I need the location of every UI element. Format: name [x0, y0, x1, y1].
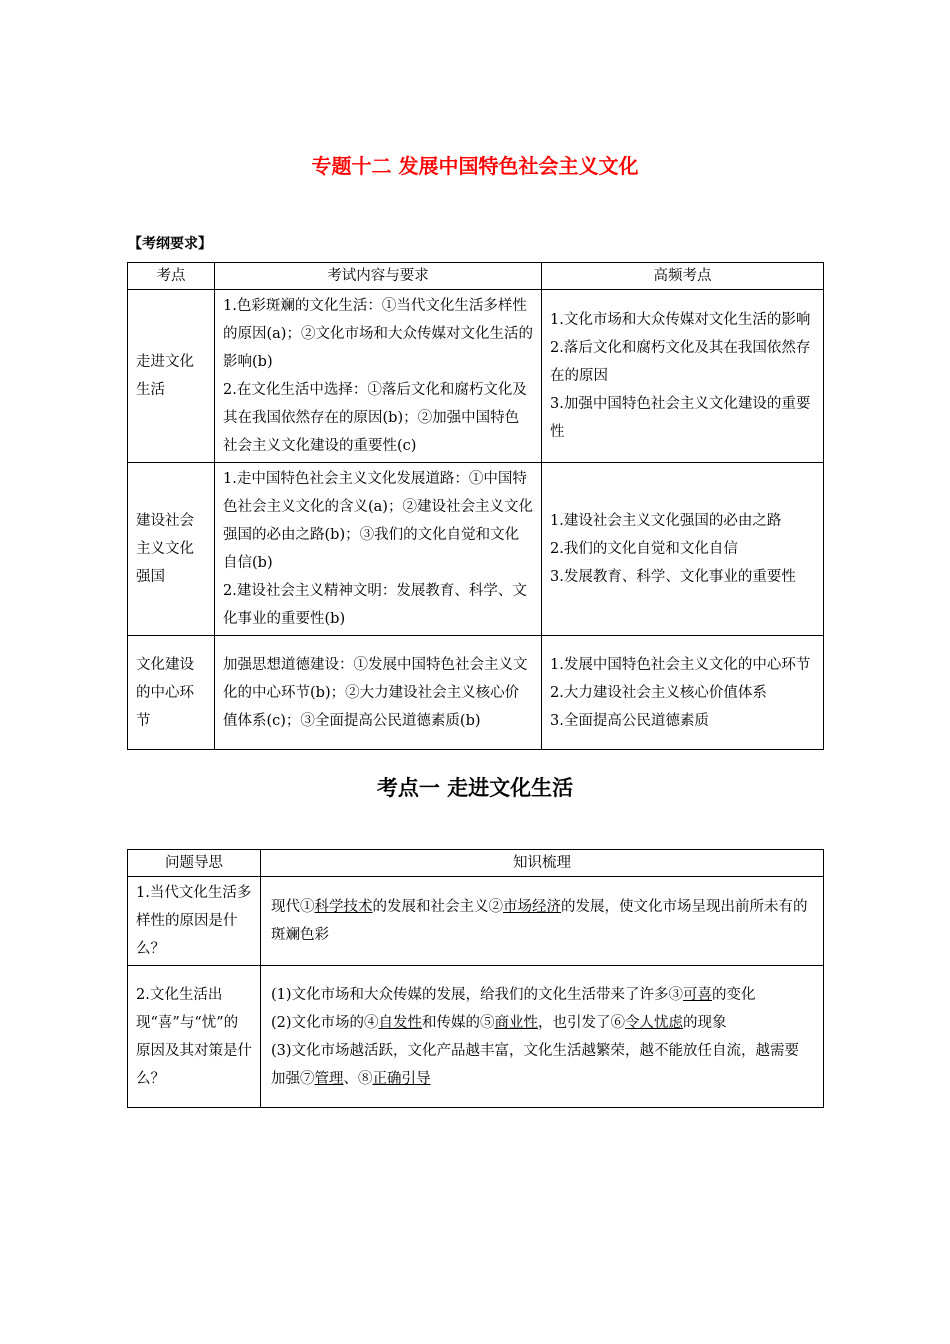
- table-header-row: [128, 263, 824, 290]
- row-high-frequency: [542, 636, 824, 750]
- blank-answer: 市场经济: [503, 899, 561, 915]
- content-item: 2.建设社会主义精神文明：发展教育、科学、文化事业的重要性(b): [223, 583, 527, 627]
- answer-text: (3)文化市场越活跃，文化产品越丰富，文化生活越繁荣，越不能放任自流，越需要加强⑦: [271, 1042, 800, 1087]
- answer-cell: [261, 966, 824, 1108]
- answer-text: 的现象: [683, 1014, 727, 1031]
- row-content: [215, 636, 542, 750]
- blank-answer: 自发性: [378, 1014, 423, 1031]
- answer-text: ，也引发了⑥: [538, 1014, 626, 1031]
- question-cell: 2.文化生活出现“喜”与“忧”的原因及其对策是什么？: [128, 966, 261, 1108]
- blank-answer: 商业性: [494, 1014, 539, 1031]
- row-content: [215, 290, 542, 463]
- blank-answer: 科学技术: [314, 899, 373, 915]
- answer-paragraph: [271, 1009, 813, 1037]
- answer-text: 的发展，使文化市场呈现出前所未有的斑斓色彩: [271, 899, 808, 943]
- table-row: [128, 877, 824, 966]
- high-frequency-item: 2.落后文化和腐朽文化及其在我国依然存在的原因: [550, 340, 811, 384]
- row-point: 建设社会主义文化强国: [128, 463, 215, 636]
- header-knowledge: 知识梳理: [261, 850, 824, 877]
- blank-answer: 令人忧虑: [625, 1014, 684, 1031]
- answer-text: 现代①: [271, 899, 315, 915]
- blank-answer: 可喜: [683, 986, 713, 1003]
- document-title: 专题十二 发展中国特色社会主义文化: [311, 154, 639, 178]
- high-frequency-item: 1.发展中国特色社会主义文化的中心环节: [550, 656, 811, 673]
- answer-text: 的发展和社会主义②: [372, 899, 503, 915]
- table-row: [128, 290, 824, 463]
- header-point: 考点: [128, 263, 215, 290]
- content-item: 2.在文化生活中选择：①落后文化和腐朽文化及其在我国依然存在的原因(b)；②加强中国特色社会主义文化建设的重要性(c): [223, 382, 527, 454]
- syllabus-table: [127, 262, 824, 750]
- table-header-row: [128, 850, 824, 877]
- answer-text: 的变化: [712, 986, 756, 1003]
- answer-text: (1)文化市场和大众传媒的发展，给我们的文化生活带来了许多③: [271, 986, 684, 1003]
- answer-paragraph: [271, 1037, 813, 1093]
- high-frequency-item: 2.我们的文化自觉和文化自信: [550, 541, 738, 557]
- knowledge-table: [127, 849, 824, 1108]
- high-frequency-item: 1.建设社会主义文化强国的必由之路: [550, 513, 782, 529]
- answer-text: 和传媒的⑤: [422, 1014, 495, 1031]
- content-item: 1.色彩斑斓的文化生活：①当代文化生活多样性的原因(a)；②文化市场和大众传媒对文化生活的影响(b): [223, 298, 533, 370]
- header-high-frequency: 高频考点: [542, 263, 824, 290]
- section-title: 考点一 走进文化生活: [376, 776, 574, 800]
- answer-paragraph: [271, 981, 813, 1009]
- row-high-frequency: [542, 463, 824, 636]
- question-cell: 1.当代文化生活多样性的原因是什么？: [128, 877, 261, 966]
- row-high-frequency: [542, 290, 824, 463]
- requirements-label: 【考纲要求】: [128, 236, 212, 252]
- row-point: 文化建设的中心环节: [128, 636, 215, 750]
- header-content: 考试内容与要求: [215, 263, 542, 290]
- answer-text: (2)文化市场的④: [271, 1014, 379, 1031]
- table-row: [128, 636, 824, 750]
- answer-cell: [261, 877, 824, 966]
- table-row: [128, 966, 824, 1108]
- blank-answer: 管理: [314, 1070, 344, 1087]
- row-point: 走进文化生活: [128, 290, 215, 463]
- content-item: 加强思想道德建设：①发展中国特色社会主义文化的中心环节(b)；②大力建设社会主义核心价值体系(c)；③全面提高公民道德素质(b): [223, 656, 528, 729]
- content-item: 1.走中国特色社会主义文化发展道路：①中国特色社会主义文化的含义(a)；②建设社会主义文化强国的必由之路(b)；③我们的文化自觉和文化自信(b): [223, 471, 533, 571]
- high-frequency-item: 2.大力建设社会主义核心价值体系: [550, 684, 767, 701]
- high-frequency-item: 1.文化市场和大众传媒对文化生活的影响: [550, 312, 811, 328]
- table-row: [128, 463, 824, 636]
- header-question: 问题导思: [128, 850, 261, 877]
- high-frequency-item: 3.发展教育、科学、文化事业的重要性: [550, 569, 796, 585]
- high-frequency-item: 3.加强中国特色社会主义文化建设的重要性: [550, 396, 811, 440]
- answer-text: 、⑧: [343, 1070, 373, 1087]
- high-frequency-item: 3.全面提高公民道德素质: [550, 712, 709, 729]
- blank-answer: 正确引导: [372, 1070, 431, 1087]
- row-content: [215, 463, 542, 636]
